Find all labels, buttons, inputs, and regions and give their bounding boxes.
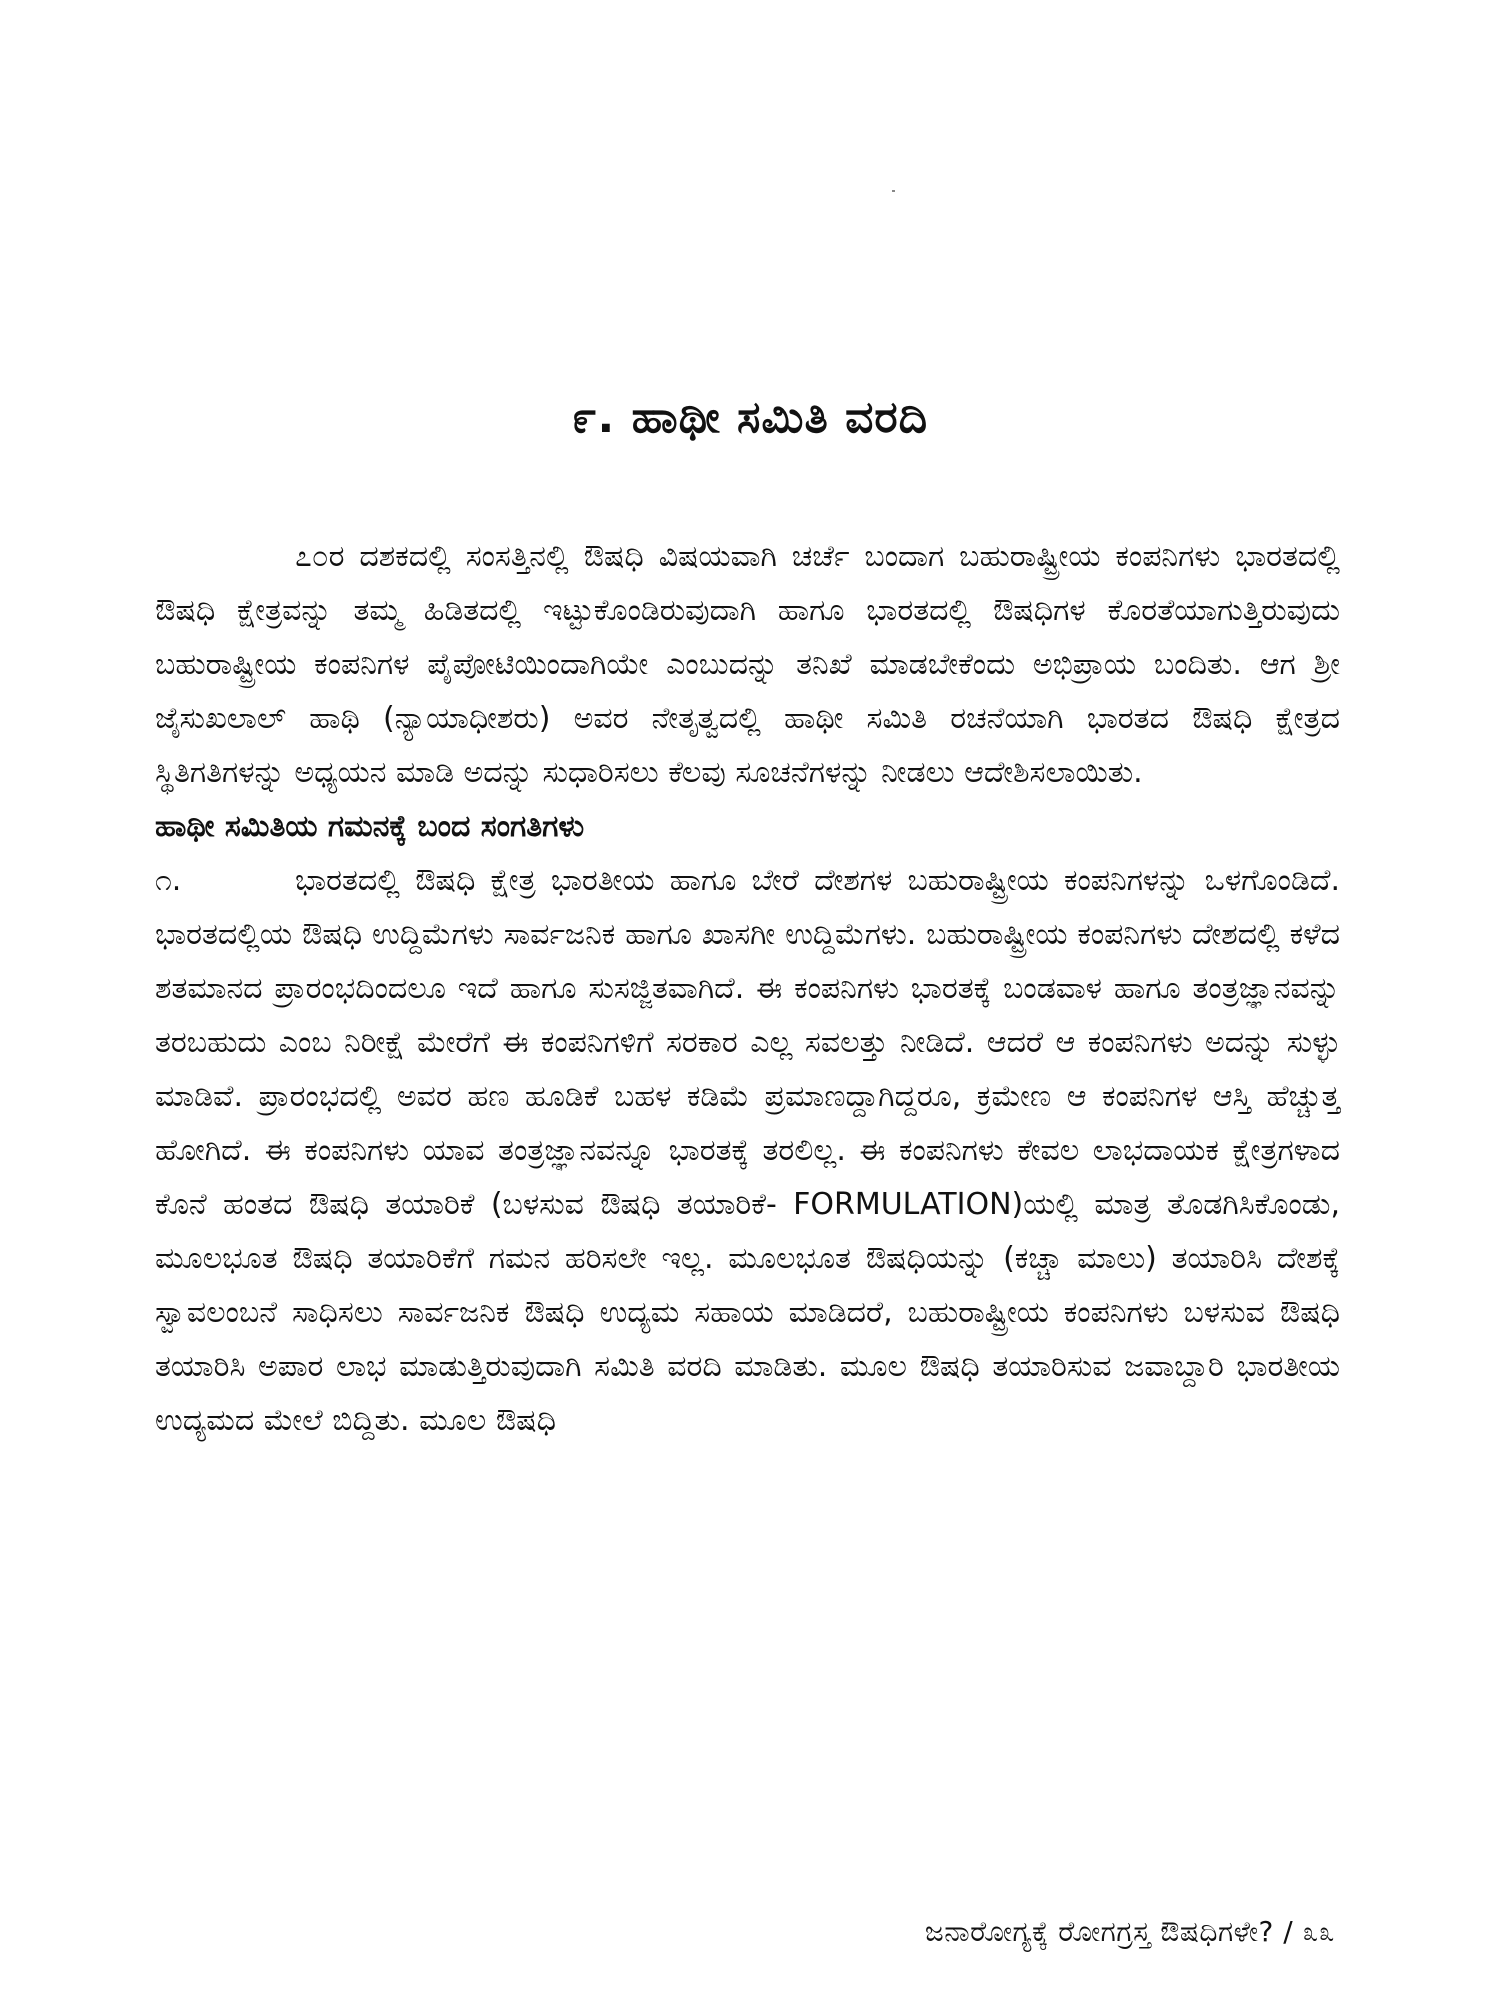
intro-paragraph: ೭೦ರ ದಶಕದಲ್ಲಿ ಸಂಸತ್ತಿನಲ್ಲಿ ಔಷಧಿ ವಿಷಯವಾಗಿ ಚರ್ಚೆ ಬಂದಾಗ ಬಹುರಾಷ್ಟ್ರೀಯ ಕಂಪನಿಗಳು ಭಾರತದಲ್ಲಿ ಔಷಧಿ ಕ್ಷೇತ್ರವನ್ನು ತಮ್ಮ ಹಿಡಿತದಲ್ಲಿ ಇಟ್ಟುಕೊಂಡಿರುವುದಾಗಿ ಹಾಗೂ ಭಾರತದಲ್ಲಿ ಔಷಧಿಗಳ ಕೊರತೆಯಾಗುತ್ತಿರುವುದು ಬಹುರಾಷ್ಟ್ರೀಯ ಕಂಪನಿಗಳ ಪೈಪೋಟಿಯಿಂದಾಗಿಯೇ ಎಂಬುದನ್ನು ತನಿಖೆ ಮಾಡಬೇಕೆಂದು ಅಭಿಪ್ರಾಯ ಬಂದಿತು. ಆಗ ಶ್ರೀ ಜೈಸುಖಲಾಲ್ ಹಾಥಿ (ನ್ಯಾಯಾಧೀಶರು) ಅವರ ನೇತೃತ್ವದಲ್ಲಿ ಹಾಥೀ ಸಮಿತಿ ರಚನೆಯಾಗಿ ಭಾರತದ ಔಷಧಿ ಕ್ಷೇತ್ರದ ಸ್ಥಿತಿಗತಿಗಳನ್ನು ಅಧ್ಯಯನ ಮಾಡಿ ಅದನ್ನು ಸುಧಾರಿಸಲು ಕೆಲವು ಸೂಚನೆಗಳನ್ನು ನೀಡಲು ಆದೇಶಿಸಲಾಯಿತು. [155,539,1340,790]
section-heading: ಹಾಥೀ ಸಮಿತಿಯ ಗಮನಕ್ಕೆ ಬಂದ ಸಂಗತಿಗಳು [155,809,585,844]
paragraph-number: ೧. [155,863,182,898]
numbered-paragraph-1 [155,854,1340,1448]
paragraph-text: ಭಾರತದಲ್ಲಿ ಔಷಧಿ ಕ್ಷೇತ್ರ ಭಾರತೀಯ ಹಾಗೂ ಬೇರೆ ದೇಶಗಳ ಬಹುರಾಷ್ಟ್ರೀಯ ಕಂಪನಿಗಳನ್ನು ಒಳಗೊಂಡಿದೆ. ಭಾರತದಲ್ಲಿಯ ಔಷಧಿ ಉದ್ದಿಮೆಗಳು ಸಾರ್ವಜನಿಕ ಹಾಗೂ ಖಾಸಗೀ ಉದ್ದಿಮೆಗಳು. ಬಹುರಾಷ್ಟ್ರೀಯ ಕಂಪನಿಗಳು ದೇಶದಲ್ಲಿ ಕಳೆದ ಶತಮಾನದ ಪ್ರಾರಂಭದಿಂದಲೂ ಇದೆ ಹಾಗೂ ಸುಸಜ್ಜಿತವಾಗಿದೆ. ಈ ಕಂಪನಿಗಳು ಭಾರತಕ್ಕೆ ಬಂಡವಾಳ ಹಾಗೂ ತಂತ್ರಜ್ಞಾನವನ್ನು ತರಬಹುದು ಎಂಬ ನಿರೀಕ್ಷೆ ಮೇರೆಗೆ ಈ ಕಂಪನಿಗಳಿಗೆ ಸರಕಾರ ಎಲ್ಲ ಸವಲತ್ತು ನೀಡಿದೆ. ಆದರೆ ಆ ಕಂಪನಿಗಳು ಅದನ್ನು ಸುಳ್ಳು ಮಾಡಿವೆ. ಪ್ರಾರಂಭದಲ್ಲಿ ಅವರ ಹಣ ಹೂಡಿಕೆ ಬಹಳ ಕಡಿಮೆ ಪ್ರಮಾಣದ್ದಾಗಿದ್ದರೂ, ಕ್ರಮೇಣ ಆ ಕಂಪನಿಗಳ ಆಸ್ತಿ ಹೆಚ್ಚುತ್ತ ಹೋಗಿದೆ. ಈ ಕಂಪನಿಗಳು ಯಾವ ತಂತ್ರಜ್ಞಾನವನ್ನೂ ಭಾರತಕ್ಕೆ ತರಲಿಲ್ಲ. ಈ ಕಂಪನಿಗಳು ಕೇವಲ ಲಾಭದಾಯಕ ಕ್ಷೇತ್ರಗಳಾದ ಕೊನೆ ಹಂತದ ಔಷಧಿ ತಯಾರಿಕೆ (ಬಳಸುವ ಔಷಧಿ ತಯಾರಿಕೆ- FORMULATION)ಯಲ್ಲಿ ಮಾತ್ರ ತೊಡಗಿಸಿಕೊಂಡು, ಮೂಲಭೂತ ಔಷಧಿ ತಯಾರಿಕೆಗೆ ಗಮನ ಹರಿಸಲೇ ಇಲ್ಲ. ಮೂಲಭೂತ ಔಷಧಿಯನ್ನು (ಕಚ್ಚಾ ಮಾಲು) ತಯಾರಿಸಿ ದೇಶಕ್ಕೆ ಸ್ವಾವಲಂಬನೆ ಸಾಧಿಸಲು ಸಾರ್ವಜನಿಕ ಔಷಧಿ ಉದ್ಯಮ ಸಹಾಯ ಮಾಡಿದರೆ, ಬಹುರಾಷ್ಟ್ರೀಯ ಕಂಪನಿಗಳು ಬಳಸುವ ಔಷಧಿ ತಯಾರಿಸಿ ಅಪಾರ ಲಾಭ ಮಾಡುತ್ತಿರುವುದಾಗಿ ಸಮಿತಿ ವರದಿ ಮಾಡಿತು. ಮೂಲ ಔಷಧಿ ತಯಾರಿಸುವ ಜವಾಬ್ದಾರಿ ಭಾರತೀಯ ಉದ್ಯಮದ ಮೇಲೆ ಬಿದ್ದಿತು. ಮೂಲ ಔಷಧಿ [155,863,1340,1438]
scan-artifact-dot [892,190,895,192]
body-text [155,530,1340,1448]
page-footer: ಜನಾರೋಗ್ಯಕ್ಕೆ ರೋಗಗ್ರಸ್ತ ಔಷಧಿಗಳೇ? / ೩೩ [924,1915,1335,1948]
chapter-title: ೯. ಹಾಥೀ ಸಮಿತಿ ವರದಿ [571,392,929,443]
